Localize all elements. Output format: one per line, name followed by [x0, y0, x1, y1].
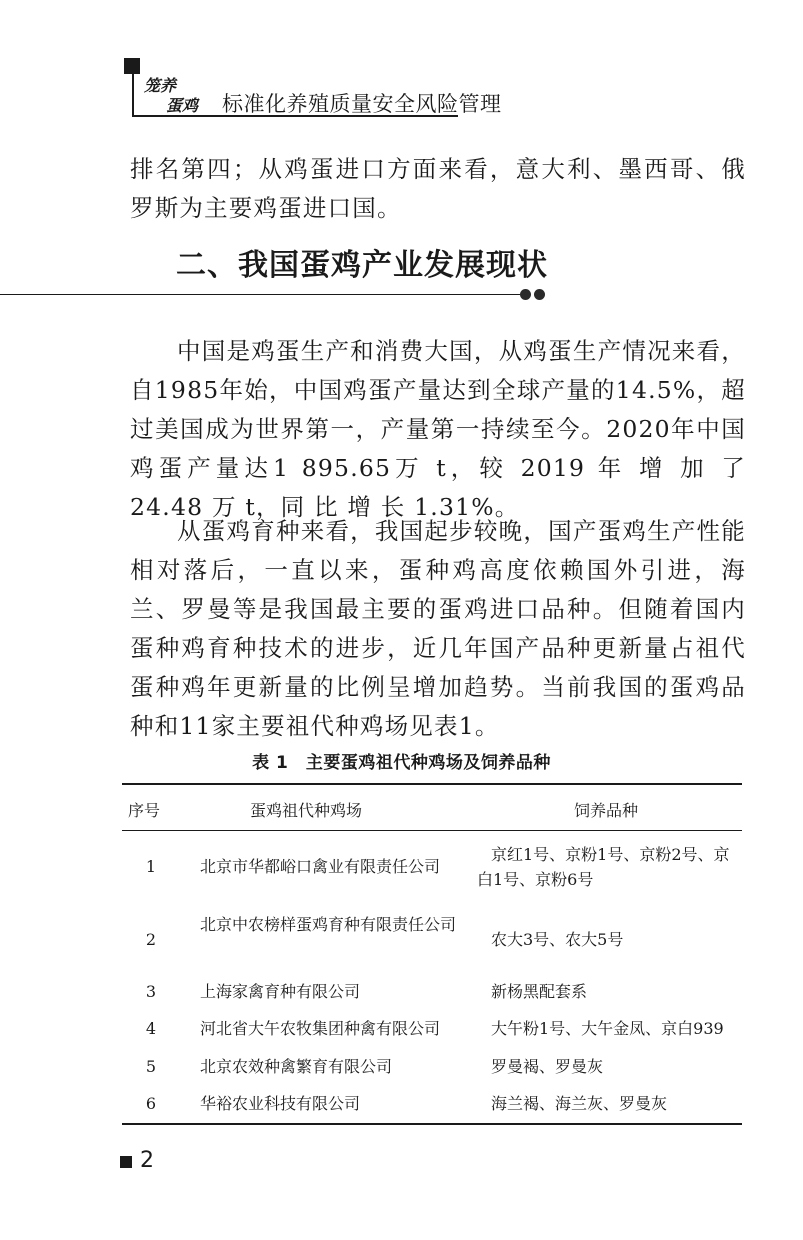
paragraph-breeding: 从蛋鸡育种来看，我国起步较晚，国产蛋鸡生产性能相对落后，一直以来，蛋种鸡高度依赖国外引进，海兰、罗曼等是我国最主要的蛋鸡进口品种。但随着国内蛋种鸡育种技术的进步，近几年国产品种更新量占祖代蛋种鸡年更新量的比例呈增加趋势。当前我国的蛋鸡品种和11家主要祖代种鸡场见表1。	[130, 517, 746, 740]
section-rule-dot	[520, 289, 531, 300]
paragraph-egg-production: 中国是鸡蛋生产和消费大国，从鸡蛋生产情况来看，自1985年始，中国鸡蛋产量达到全球产量的14.5%，超过美国成为世界第一，产量第一持续至今。2020年中国鸡蛋产量达1 895.65万 t，较 2019 年 增 加 了 24.48 万 t，同 比 增 长 1.31%。	[130, 337, 746, 521]
header-vertical-rule	[132, 74, 134, 116]
table-cell-breed: 京红1号、京粉1号、京粉2号、京白1号、京粉6号	[477, 845, 730, 889]
header-series-logo	[144, 76, 198, 116]
table-cell-breed: 新杨黑配套系	[491, 982, 588, 1001]
table-top-rule	[122, 783, 742, 785]
table-cell-breed: 农大3号、农大5号	[491, 930, 624, 949]
header-square-ornament	[124, 58, 140, 74]
page-number: 2	[140, 1148, 154, 1173]
header-series-line-1: 笼养	[144, 76, 177, 95]
table-header-farm: 蛋鸡祖代种鸡场	[250, 801, 363, 820]
header-series-line-2: 蛋鸡	[166, 96, 199, 115]
table-cell-breed: 海兰褐、海兰灰、罗曼灰	[491, 1094, 668, 1113]
section-title: 二、我国蛋鸡产业发展现状	[176, 248, 548, 283]
table-header-rule	[122, 830, 742, 831]
table-cell-index: 1	[145, 857, 157, 876]
paragraph-continued: 排名第四；从鸡蛋进口方面来看，意大利、墨西哥、俄罗斯为主要鸡蛋进口国。	[130, 155, 746, 222]
running-header	[118, 52, 502, 122]
table-cell-breed: 罗曼褐、罗曼灰	[491, 1057, 604, 1076]
table-header-breed: 饲养品种	[574, 801, 639, 820]
section-rule-dot	[534, 289, 545, 300]
table-cell-farm: 北京农效种禽繁育有限公司	[200, 1057, 393, 1076]
table-cell-farm: 上海家禽育种有限公司	[200, 982, 361, 1001]
header-book-title: 标准化养殖质量安全风险管理	[222, 92, 502, 116]
table-cell-farm: 北京中农榜样蛋鸡育种有限责任公司	[200, 915, 457, 934]
table-cell-index: 5	[145, 1057, 157, 1076]
table-bottom-rule	[122, 1123, 742, 1125]
table-cell-farm: 河北省大午农牧集团种禽有限公司	[200, 1019, 441, 1038]
table-cell-index: 6	[145, 1094, 157, 1113]
table-cell-index: 3	[145, 982, 157, 1001]
table-caption: 表 1 主要蛋鸡祖代种鸡场及饲养品种	[252, 753, 551, 773]
section-rule	[0, 294, 520, 295]
footer-square-icon	[120, 1156, 132, 1168]
table-cell-farm: 北京市华都峪口禽业有限责任公司	[200, 857, 441, 876]
table-cell-index: 2	[145, 930, 157, 949]
table-cell-index: 4	[145, 1019, 157, 1038]
table-cell-breed: 大午粉1号、大午金凤、京白939	[491, 1019, 724, 1038]
table-header-index: 序号	[128, 801, 161, 820]
table-cell-farm: 华裕农业科技有限公司	[200, 1094, 361, 1113]
